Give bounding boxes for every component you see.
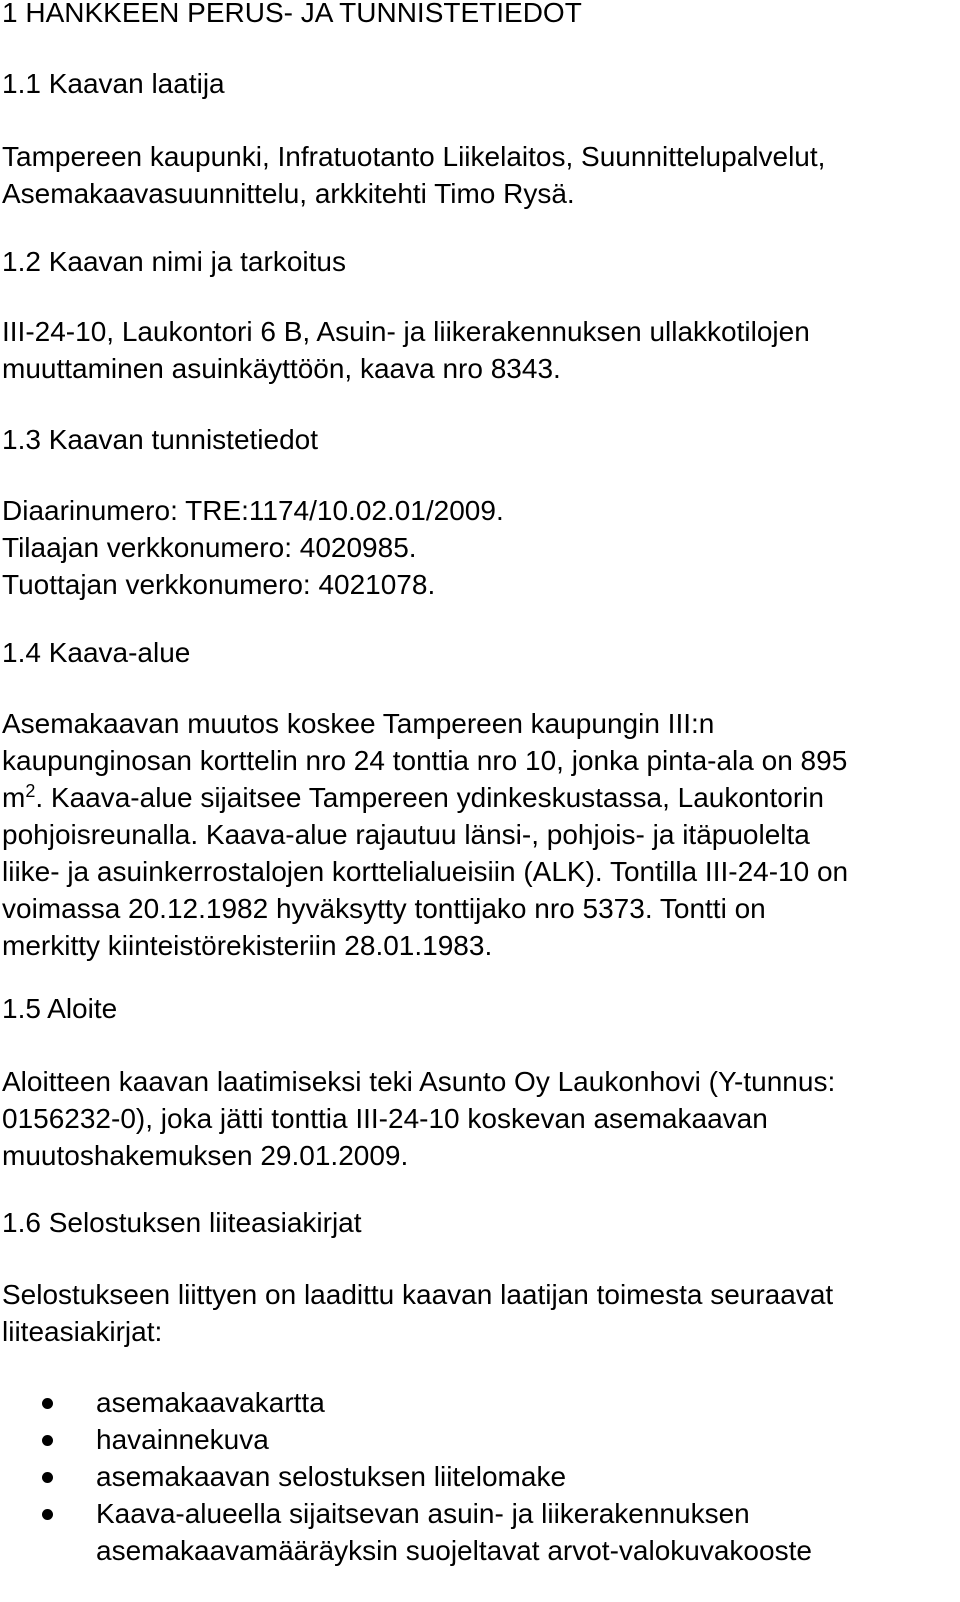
bullet-icon [42, 1398, 53, 1409]
bullet-icon [42, 1509, 53, 1520]
list-item [0, 1384, 950, 1421]
section-body-1-5 [2, 1063, 952, 1174]
list-item-label-continued: asemakaavamääräyksin suojeltavat arvot-valokuvakooste [96, 1535, 812, 1566]
text-line: Asemakaavan muutos koskee Tampereen kaupungin III:n [2, 708, 715, 739]
text-line: liiteasiakirjat: [2, 1316, 163, 1347]
text-line: liike- ja asuinkerrostalojen korttelialueisiin (ALK). Tontilla III-24-10 on [2, 856, 849, 887]
list-item-label: asemakaavan selostuksen liitelomake [96, 1461, 567, 1492]
list-item [0, 1458, 950, 1495]
text-line: muuttaminen asuinkäyttöön, kaava nro 8343. [2, 353, 561, 384]
list-item-label: asemakaavakartta [96, 1387, 325, 1418]
text-line: pohjoisreunalla. Kaava-alue rajautuu länsi-, pohjois- ja itäpuolelta [2, 819, 810, 850]
list-item-label: Kaava-alueella sijaitsevan asuin- ja liikerakennuksen [96, 1498, 750, 1529]
unit-exponent: 2 [25, 781, 36, 801]
bullet-icon [42, 1435, 53, 1446]
unit-text: m [2, 782, 26, 813]
text-line [2, 779, 952, 816]
list-item [0, 1421, 950, 1458]
text-line: III-24-10, Laukontori 6 B, Asuin- ja liikerakennuksen ullakkotilojen [2, 316, 810, 347]
text-line: Tuottajan verkkonumero: 4021078. [2, 569, 436, 600]
text-line: voimassa 20.12.1982 hyväksytty tonttijako nro 5373. Tontti on [2, 893, 766, 924]
section-body-1-3 [2, 492, 952, 603]
section-body-1-6 [2, 1276, 952, 1350]
text-fragment: . Kaava-alue sijaitsee Tampereen ydinkeskustassa, Laukontorin [35, 782, 824, 813]
text-line: 0156232-0), joka jätti tonttia III-24-10 koskevan asemakaavan [2, 1103, 768, 1134]
text-line: muutoshakemuksen 29.01.2009. [2, 1140, 409, 1171]
section-heading-1-3: 1.3 Kaavan tunnistetiedot [2, 424, 319, 455]
list-item [0, 1495, 950, 1569]
text-line: Diaarinumero: TRE:1174/10.02.01/2009. [2, 495, 504, 526]
bullet-icon [42, 1472, 53, 1483]
text-line: Asemakaavasuunnittelu, arkkitehti Timo Rysä. [2, 178, 575, 209]
text-line: Tilaajan verkkonumero: 4020985. [2, 532, 417, 563]
attachment-list [0, 1384, 950, 1569]
text-line: merkitty kiinteistörekisteriin 28.01.1983. [2, 930, 493, 961]
section-body-1-1 [2, 138, 952, 212]
section-body-1-2 [2, 313, 952, 387]
section-heading-1-1: 1.1 Kaavan laatija [2, 68, 225, 99]
text-line: Tampereen kaupunki, Infratuotanto Liikelaitos, Suunnittelupalvelut, [2, 141, 826, 172]
text-line: Selostukseen liittyen on laadittu kaavan laatijan toimesta seuraavat [2, 1279, 834, 1310]
section-body-1-4 [2, 705, 952, 964]
list-item-label: havainnekuva [96, 1424, 269, 1455]
section-heading-1-4: 1.4 Kaava-alue [2, 637, 191, 668]
document-title: 1 HANKKEEN PERUS- JA TUNNISTETIEDOT [2, 0, 582, 28]
section-heading-1-5: 1.5 Aloite [2, 993, 118, 1024]
text-line: kaupunginosan korttelin nro 24 tonttia nro 10, jonka pinta-ala on 895 [2, 745, 848, 776]
text-line: Aloitteen kaavan laatimiseksi teki Asunto Oy Laukonhovi (Y-tunnus: [2, 1066, 836, 1097]
section-heading-1-6: 1.6 Selostuksen liiteasiakirjat [2, 1207, 362, 1238]
section-heading-1-2: 1.2 Kaavan nimi ja tarkoitus [2, 246, 346, 277]
